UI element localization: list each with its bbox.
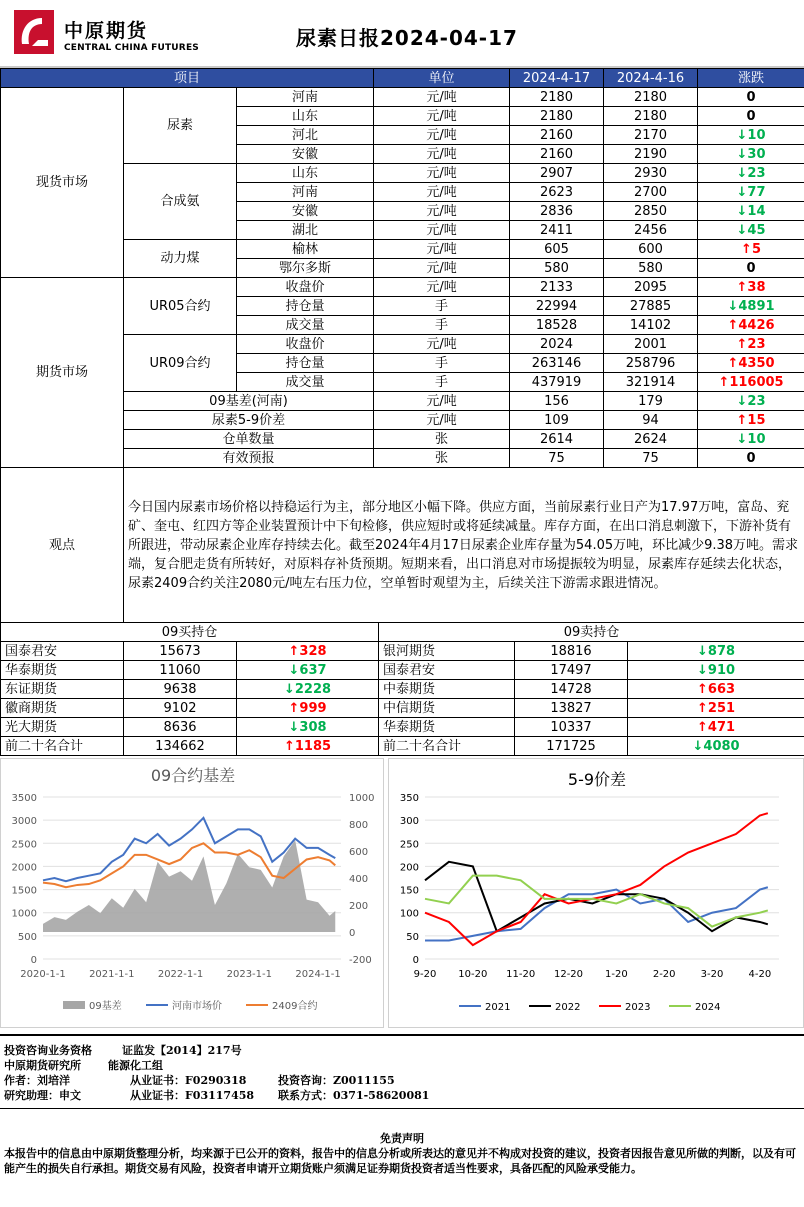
row-unit: 元/吨 — [374, 145, 510, 164]
legend-label: 2022 — [555, 1002, 581, 1013]
row-item-label: 湖北 — [237, 221, 374, 240]
sell-volume: 10337 — [515, 718, 628, 737]
row-change: ↑15 — [698, 411, 804, 430]
sell-broker: 华泰期货 — [379, 718, 515, 737]
row-value-prev: 27885 — [604, 297, 698, 316]
page-title: 尿素日报2024-04-17 — [296, 26, 518, 50]
buy-volume: 11060 — [124, 661, 237, 680]
row-value-prev: 2624 — [604, 430, 698, 449]
row-item-label: 09基差(河南) — [124, 392, 374, 411]
row-value-prev: 2170 — [604, 126, 698, 145]
y-right-tick-label: -200 — [349, 955, 372, 966]
footer-assistant-cert: 从业证书：F03117458 — [130, 1089, 255, 1102]
row-change: ↑23 — [698, 335, 804, 354]
group-label: 尿素 — [124, 88, 237, 164]
sell-change: ↓4080 — [628, 737, 804, 756]
row-value-prev: 258796 — [604, 354, 698, 373]
buy-change: ↓308 — [237, 718, 379, 737]
x-tick-label: 12-20 — [553, 969, 584, 980]
sell-change: ↑251 — [628, 699, 804, 718]
row-change: ↓23 — [698, 392, 804, 411]
row-value-today: 109 — [510, 411, 604, 430]
row-value-today: 156 — [510, 392, 604, 411]
row-change: ↓10 — [698, 126, 804, 145]
row-value-today: 2623 — [510, 183, 604, 202]
row-change: ↓10 — [698, 430, 804, 449]
row-value-today: 2160 — [510, 145, 604, 164]
row-item-label: 收盘价 — [237, 278, 374, 297]
col-header-date-today: 2024-4-17 — [510, 69, 604, 88]
col-header-date-prev: 2024-4-16 — [604, 69, 698, 88]
row-value-prev: 580 — [604, 259, 698, 278]
sell-change: ↓910 — [628, 661, 804, 680]
buy-change: ↑1185 — [237, 737, 379, 756]
footer-author-consult: 投资咨询：Z0011155 — [278, 1074, 395, 1087]
y-right-tick-label: 200 — [349, 901, 369, 912]
position-row — [1, 661, 804, 680]
row-change: ↑38 — [698, 278, 804, 297]
footer-institute: 中原期货研究所 — [4, 1059, 81, 1072]
row-unit: 元/吨 — [374, 164, 510, 183]
row-value-prev: 179 — [604, 392, 698, 411]
sell-broker: 中泰期货 — [379, 680, 515, 699]
x-tick-label: 2021-1-1 — [89, 969, 135, 980]
legend-label: 2021 — [485, 1002, 511, 1013]
row-unit: 元/吨 — [374, 392, 510, 411]
report-footer — [0, 1034, 804, 1207]
x-tick-label: 9-20 — [413, 969, 437, 980]
y-right-tick-label: 400 — [349, 874, 369, 885]
legend-label: 09基差 — [89, 1001, 122, 1012]
group-label: UR09合约 — [124, 335, 237, 392]
x-tick-label: 2024-1-1 — [295, 969, 341, 980]
buy-broker: 国泰君安 — [1, 642, 124, 661]
y-right-tick-label: 600 — [349, 847, 369, 858]
y-left-tick-label: 1500 — [11, 885, 37, 897]
buy-change: ↓637 — [237, 661, 379, 680]
row-change: ↑4426 — [698, 316, 804, 335]
disclaimer-text: 本报告中的信息由中原期货整理分析，均来源于已公开的资料，报告中的信息分析或所表达的意见并不构成对投资的建议，投资者因报告意见所做的判断，以及有可能产生的损失自行承担。期货交易有风险，投资者申请开立期货账户须满足证券期货投资者适当性要求，具备匹配的风险承受能力。 — [4, 1147, 796, 1175]
legend-label: 2409合约 — [272, 1001, 318, 1012]
sell-broker: 中信期货 — [379, 699, 515, 718]
row-unit: 手 — [374, 373, 510, 392]
row-value-prev: 2190 — [604, 145, 698, 164]
row-value-prev: 2456 — [604, 221, 698, 240]
table-row — [1, 468, 804, 623]
group-label: 动力煤 — [124, 240, 237, 278]
row-item-label: 成交量 — [237, 316, 374, 335]
sell-volume: 13827 — [515, 699, 628, 718]
y-left-tick-label: 2500 — [11, 839, 37, 851]
row-unit: 元/吨 — [374, 126, 510, 145]
company-logo-icon — [14, 10, 54, 54]
row-item-label: 榆林 — [237, 240, 374, 259]
section-label-futures: 期货市场 — [1, 278, 124, 468]
row-value-today: 605 — [510, 240, 604, 259]
x-tick-label: 4-20 — [748, 969, 772, 980]
x-tick-label: 2020-1-1 — [20, 969, 66, 980]
footer-group: 能源化工组 — [108, 1059, 163, 1072]
row-value-prev: 321914 — [604, 373, 698, 392]
x-tick-label: 10-20 — [458, 969, 488, 980]
row-unit: 元/吨 — [374, 278, 510, 297]
row-item-label: 持仓量 — [237, 297, 374, 316]
buy-broker: 光大期货 — [1, 718, 124, 737]
sell-broker: 银河期货 — [379, 642, 515, 661]
buy-volume: 8636 — [124, 718, 237, 737]
series-line-0 — [425, 887, 768, 940]
row-unit: 元/吨 — [374, 221, 510, 240]
buy-volume: 134662 — [124, 737, 237, 756]
row-unit: 元/吨 — [374, 107, 510, 126]
buy-broker: 前二十名合计 — [1, 737, 124, 756]
sell-broker: 前二十名合计 — [379, 737, 515, 756]
row-value-today: 2180 — [510, 88, 604, 107]
x-tick-label: 2022-1-1 — [157, 969, 204, 980]
row-value-prev: 2095 — [604, 278, 698, 297]
row-value-prev: 14102 — [604, 316, 698, 335]
row-item-label: 仓单数量 — [124, 430, 374, 449]
chart-title: 09合约基差 — [150, 766, 236, 785]
row-change: 0 — [698, 449, 804, 468]
x-tick-label: 2-20 — [652, 969, 676, 980]
row-change: ↓23 — [698, 164, 804, 183]
spread-chart — [388, 758, 804, 1028]
row-change: 0 — [698, 88, 804, 107]
row-value-today: 2180 — [510, 107, 604, 126]
position-row — [1, 642, 804, 661]
position-body — [1, 623, 804, 756]
row-unit: 元/吨 — [374, 259, 510, 278]
footer-license: 证监发【2014】217号 — [122, 1044, 242, 1057]
table-header-row — [1, 69, 804, 88]
logo-text-cn: 中原期货 — [64, 20, 149, 42]
sell-position-title: 09卖持仓 — [379, 623, 804, 642]
position-row — [1, 718, 804, 737]
y-tick-label: 0 — [412, 955, 419, 966]
disclaimer-title: 免责声明 — [380, 1132, 424, 1145]
col-header-item: 项目 — [1, 69, 374, 88]
footer-assistant: 研究助理：申文 — [4, 1089, 81, 1102]
row-item-label: 河北 — [237, 126, 374, 145]
x-tick-label: 3-20 — [700, 969, 724, 980]
row-item-label: 河南 — [237, 88, 374, 107]
buy-change: ↓2228 — [237, 680, 379, 699]
table-row — [1, 88, 804, 107]
row-value-today: 2614 — [510, 430, 604, 449]
row-change: ↓4891 — [698, 297, 804, 316]
row-unit: 元/吨 — [374, 202, 510, 221]
row-change: 0 — [698, 259, 804, 278]
row-unit: 元/吨 — [374, 411, 510, 430]
section-label-spot: 现货市场 — [1, 88, 124, 278]
row-unit: 元/吨 — [374, 88, 510, 107]
view-text: 今日国内尿素市场价格以持稳运行为主，部分地区小幅下降。供应方面，当前尿素行业日产为17.97万吨，富岛、兖矿、奎屯、红四方等企业装置预计中下旬检修，供应短时或将延续减量。库存方面，在出口消息刺激下，下游补货有所跟进，带动尿素企业库存持续去化。截至2024年4月17日尿素企业库存量为54.05万吨，环比减少9.38万吨。需求端，复合肥走货有所转好，对原料存补货预期。短期来看，出口消息对市场提振较为明显，尿素库存延续去化状态，尿素2409合约关注2080元/吨左右压力位，空单暂时观望为主，后续关注下游需求跟进情况。 — [124, 468, 804, 623]
basis-chart — [0, 758, 384, 1028]
sell-broker: 国泰君安 — [379, 661, 515, 680]
row-change: 0 — [698, 107, 804, 126]
row-unit: 手 — [374, 316, 510, 335]
sell-volume: 17497 — [515, 661, 628, 680]
row-value-today: 263146 — [510, 354, 604, 373]
y-right-tick-label: 0 — [349, 928, 356, 939]
row-change: ↑116005 — [698, 373, 804, 392]
y-left-tick-label: 3000 — [11, 816, 37, 828]
table-row — [1, 278, 804, 297]
row-value-today: 2836 — [510, 202, 604, 221]
row-value-prev: 2850 — [604, 202, 698, 221]
buy-change: ↑999 — [237, 699, 379, 718]
row-unit: 元/吨 — [374, 335, 510, 354]
position-row — [1, 737, 804, 756]
group-label: UR05合约 — [124, 278, 237, 335]
row-value-prev: 2180 — [604, 107, 698, 126]
row-change: ↓45 — [698, 221, 804, 240]
y-tick-label: 100 — [399, 908, 419, 920]
row-value-prev: 2930 — [604, 164, 698, 183]
row-unit: 张 — [374, 430, 510, 449]
row-item-label: 收盘价 — [237, 335, 374, 354]
col-header-unit: 单位 — [374, 69, 510, 88]
x-tick-label: 11-20 — [506, 969, 536, 980]
y-tick-label: 300 — [399, 816, 419, 828]
row-item-label: 鄂尔多斯 — [237, 259, 374, 278]
row-value-today: 2133 — [510, 278, 604, 297]
market-data-body — [1, 88, 804, 623]
legend-label: 2024 — [695, 1002, 721, 1013]
report-header — [0, 0, 804, 68]
series-line-1 — [425, 862, 768, 931]
y-left-tick-label: 500 — [17, 931, 37, 943]
row-change: ↑4350 — [698, 354, 804, 373]
position-row — [1, 699, 804, 718]
y-left-tick-label: 1000 — [11, 908, 37, 920]
row-value-prev: 2180 — [604, 88, 698, 107]
group-label: 合成氨 — [124, 164, 237, 240]
series-area-0 — [43, 840, 335, 932]
row-item-label: 安徽 — [237, 202, 374, 221]
x-tick-label: 2023-1-1 — [226, 969, 273, 980]
row-item-label: 成交量 — [237, 373, 374, 392]
row-value-prev: 75 — [604, 449, 698, 468]
y-tick-label: 250 — [399, 839, 419, 851]
row-item-label: 河南 — [237, 183, 374, 202]
sell-change: ↑663 — [628, 680, 804, 699]
row-item-label: 持仓量 — [237, 354, 374, 373]
y-tick-label: 50 — [406, 931, 419, 943]
footer-qualification: 投资咨询业务资格 — [4, 1044, 92, 1057]
position-table — [0, 622, 804, 756]
sell-volume: 171725 — [515, 737, 628, 756]
row-unit: 元/吨 — [374, 240, 510, 259]
row-change: ↑5 — [698, 240, 804, 259]
y-right-tick-label: 800 — [349, 820, 369, 831]
spread-chart-svg — [389, 759, 804, 1029]
footer-author-cert: 从业证书：F0290318 — [130, 1074, 247, 1087]
buy-volume: 15673 — [124, 642, 237, 661]
row-value-today: 2907 — [510, 164, 604, 183]
row-change: ↓14 — [698, 202, 804, 221]
row-value-prev: 2001 — [604, 335, 698, 354]
legend-swatch — [63, 1001, 85, 1009]
y-tick-label: 200 — [399, 862, 419, 874]
footer-contact: 联系方式：0371-58620081 — [278, 1089, 430, 1102]
row-value-today: 18528 — [510, 316, 604, 335]
sell-change: ↓878 — [628, 642, 804, 661]
row-value-prev: 600 — [604, 240, 698, 259]
row-item-label: 尿素5-9价差 — [124, 411, 374, 430]
market-data-table — [0, 68, 804, 623]
buy-position-title: 09买持仓 — [1, 623, 379, 642]
chart-title: 5-9价差 — [567, 770, 627, 789]
row-item-label: 山东 — [237, 164, 374, 183]
row-item-label: 有效预报 — [124, 449, 374, 468]
position-header-row — [1, 623, 804, 642]
col-header-change: 涨跌 — [698, 69, 804, 88]
row-unit: 手 — [374, 297, 510, 316]
y-left-tick-label: 0 — [30, 955, 37, 966]
y-left-tick-label: 3500 — [11, 793, 37, 804]
buy-broker: 华泰期货 — [1, 661, 124, 680]
row-item-label: 山东 — [237, 107, 374, 126]
row-value-prev: 94 — [604, 411, 698, 430]
row-value-today: 580 — [510, 259, 604, 278]
basis-chart-svg — [1, 759, 385, 1029]
view-label: 观点 — [1, 468, 124, 623]
row-value-today: 2160 — [510, 126, 604, 145]
sell-volume: 18816 — [515, 642, 628, 661]
row-value-today: 22994 — [510, 297, 604, 316]
buy-broker: 东证期货 — [1, 680, 124, 699]
y-tick-label: 350 — [399, 793, 419, 804]
buy-volume: 9638 — [124, 680, 237, 699]
x-tick-label: 1-20 — [604, 969, 628, 980]
sell-change: ↑471 — [628, 718, 804, 737]
logo-text-en: CENTRAL CHINA FUTURES — [64, 43, 199, 53]
y-right-tick-label: 1000 — [349, 793, 375, 804]
buy-broker: 徽商期货 — [1, 699, 124, 718]
legend-label: 2023 — [625, 1002, 651, 1013]
footer-author: 作者：刘培洋 — [4, 1074, 70, 1087]
row-value-today: 2024 — [510, 335, 604, 354]
footer-divider — [0, 1108, 804, 1109]
position-row — [1, 680, 804, 699]
buy-change: ↑328 — [237, 642, 379, 661]
row-unit: 手 — [374, 354, 510, 373]
row-change: ↓77 — [698, 183, 804, 202]
row-change: ↓30 — [698, 145, 804, 164]
row-value-today: 2411 — [510, 221, 604, 240]
legend-label: 河南市场价 — [172, 1001, 222, 1012]
row-item-label: 安徽 — [237, 145, 374, 164]
sell-volume: 14728 — [515, 680, 628, 699]
y-left-tick-label: 2000 — [11, 862, 37, 874]
row-value-today: 437919 — [510, 373, 604, 392]
buy-volume: 9102 — [124, 699, 237, 718]
row-unit: 元/吨 — [374, 183, 510, 202]
row-value-prev: 2700 — [604, 183, 698, 202]
row-unit: 张 — [374, 449, 510, 468]
y-tick-label: 150 — [399, 885, 419, 897]
row-value-today: 75 — [510, 449, 604, 468]
